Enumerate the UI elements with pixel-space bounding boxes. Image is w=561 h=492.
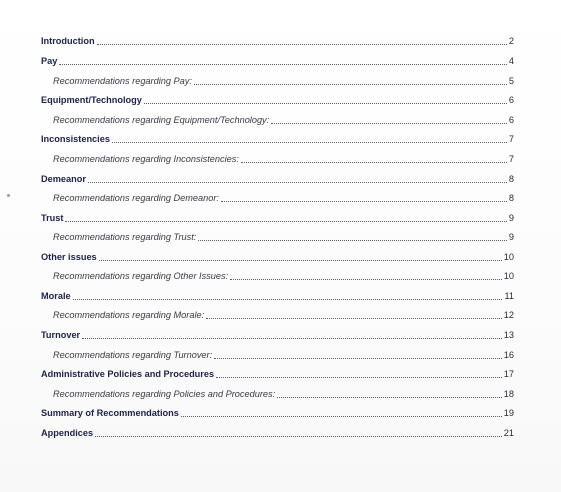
toc-page-number: 19 (503, 408, 514, 418)
toc-entry-title: Recommendations regarding Equipment/Technology: (53, 115, 270, 125)
toc-entry-recommendations-morale[interactable] (53, 308, 514, 322)
toc-entry-title: Demeanor (41, 174, 86, 184)
toc-entry-title: Recommendations regarding Morale: (53, 310, 205, 320)
toc-page-number: 8 (508, 193, 514, 203)
toc-page-number: 21 (503, 428, 514, 438)
toc-dot-leader (65, 220, 506, 222)
toc-entry-recommendations-inconsistencies[interactable] (53, 152, 514, 166)
toc-entry-other-issues[interactable] (41, 250, 514, 264)
toc-entry-recommendations-pay[interactable] (53, 74, 514, 88)
toc-page-number: 8 (508, 174, 514, 184)
toc-entry-summary-of-recommendations[interactable] (41, 406, 514, 420)
toc-entry-inconsistencies[interactable] (41, 132, 514, 146)
toc-dot-leader (59, 63, 507, 65)
toc-entry-title: Other issues (41, 252, 97, 262)
toc-dot-leader (194, 83, 507, 85)
toc-page-number: 10 (503, 271, 514, 281)
toc-dot-leader (82, 337, 502, 339)
toc-dot-leader (112, 141, 507, 143)
toc-entry-equipment-technology[interactable] (41, 93, 514, 107)
toc-entry-demeanor[interactable] (41, 172, 514, 186)
toc-dot-leader (198, 239, 507, 241)
toc-dot-leader (73, 298, 503, 300)
toc-page-number: 4 (508, 56, 514, 66)
toc-dot-leader (214, 357, 502, 359)
toc-entry-recommendations-trust[interactable] (53, 230, 514, 244)
toc-dot-leader (97, 43, 507, 45)
toc-entry-title: Trust (41, 213, 64, 223)
toc-dot-leader (95, 435, 502, 437)
toc-entry-title: Recommendations regarding Policies and Procedures: (53, 389, 276, 399)
toc-entry-title: Pay (41, 56, 58, 66)
toc-page-number: 9 (508, 232, 514, 242)
toc-page-number: 9 (508, 213, 514, 223)
toc-entry-recommendations-policies[interactable] (53, 387, 514, 401)
toc-entry-title: Introduction (41, 36, 95, 46)
toc-dot-leader (181, 415, 502, 417)
toc-dot-leader (241, 161, 507, 163)
toc-page-number: 6 (508, 115, 514, 125)
toc-entry-title: Recommendations regarding Turnover: (53, 350, 213, 360)
toc-entry-title: Summary of Recommendations (41, 408, 179, 418)
toc-entry-morale[interactable] (41, 289, 514, 303)
toc-entry-title: Recommendations regarding Trust: (53, 232, 197, 242)
toc-page-number: 12 (503, 310, 514, 320)
toc-entry-recommendations-turnover[interactable] (53, 348, 514, 362)
toc-page-number: 5 (508, 76, 514, 86)
toc-dot-leader (277, 396, 502, 398)
toc-dot-leader (88, 181, 507, 183)
toc-entry-title: Equipment/Technology (41, 95, 142, 105)
toc-entry-title: Recommendations regarding Other Issues: (53, 271, 229, 281)
toc-dot-leader (206, 317, 502, 319)
toc-entry-title: Recommendations regarding Inconsistencies: (53, 154, 239, 164)
toc-entry-title: Turnover (41, 330, 81, 340)
toc-entry-introduction[interactable] (41, 34, 514, 48)
toc-entry-recommendations-demeanor[interactable] (53, 191, 514, 205)
toc-entry-recommendations-equipment[interactable] (53, 113, 514, 127)
toc-entry-appendices[interactable] (41, 426, 514, 440)
toc-page-number: 13 (503, 330, 514, 340)
toc-dot-leader (230, 278, 502, 280)
toc-entry-administrative-policies[interactable] (41, 367, 514, 381)
toc-entry-title: Recommendations regarding Pay: (53, 76, 192, 86)
toc-page-number: 10 (503, 252, 514, 262)
toc-entry-title: Inconsistencies (41, 134, 110, 144)
toc-dot-leader (271, 122, 507, 124)
scan-speck (7, 194, 10, 197)
toc-page-number: 6 (508, 95, 514, 105)
toc-page-number: 7 (508, 134, 514, 144)
toc-page-number: 16 (503, 350, 514, 360)
toc-dot-leader (99, 259, 502, 261)
toc-entry-title: Recommendations regarding Demeanor: (53, 193, 219, 203)
toc-entry-turnover[interactable] (41, 328, 514, 342)
toc-entry-title: Administrative Policies and Procedures (41, 369, 215, 379)
toc-entry-pay[interactable] (41, 54, 514, 68)
toc-page-number: 11 (504, 291, 514, 301)
toc-dot-leader (216, 376, 502, 378)
toc-page-number: 18 (503, 389, 514, 399)
toc-entry-title: Morale (41, 291, 71, 301)
toc-entry-title: Appendices (41, 428, 94, 438)
toc-page-number: 7 (508, 154, 514, 164)
toc-dot-leader (144, 102, 507, 104)
toc-entry-recommendations-other-issues[interactable] (53, 269, 514, 283)
toc-page-number: 17 (503, 369, 514, 379)
toc-dot-leader (221, 200, 507, 202)
toc-entry-trust[interactable] (41, 211, 514, 225)
toc-page-number: 2 (508, 36, 514, 46)
